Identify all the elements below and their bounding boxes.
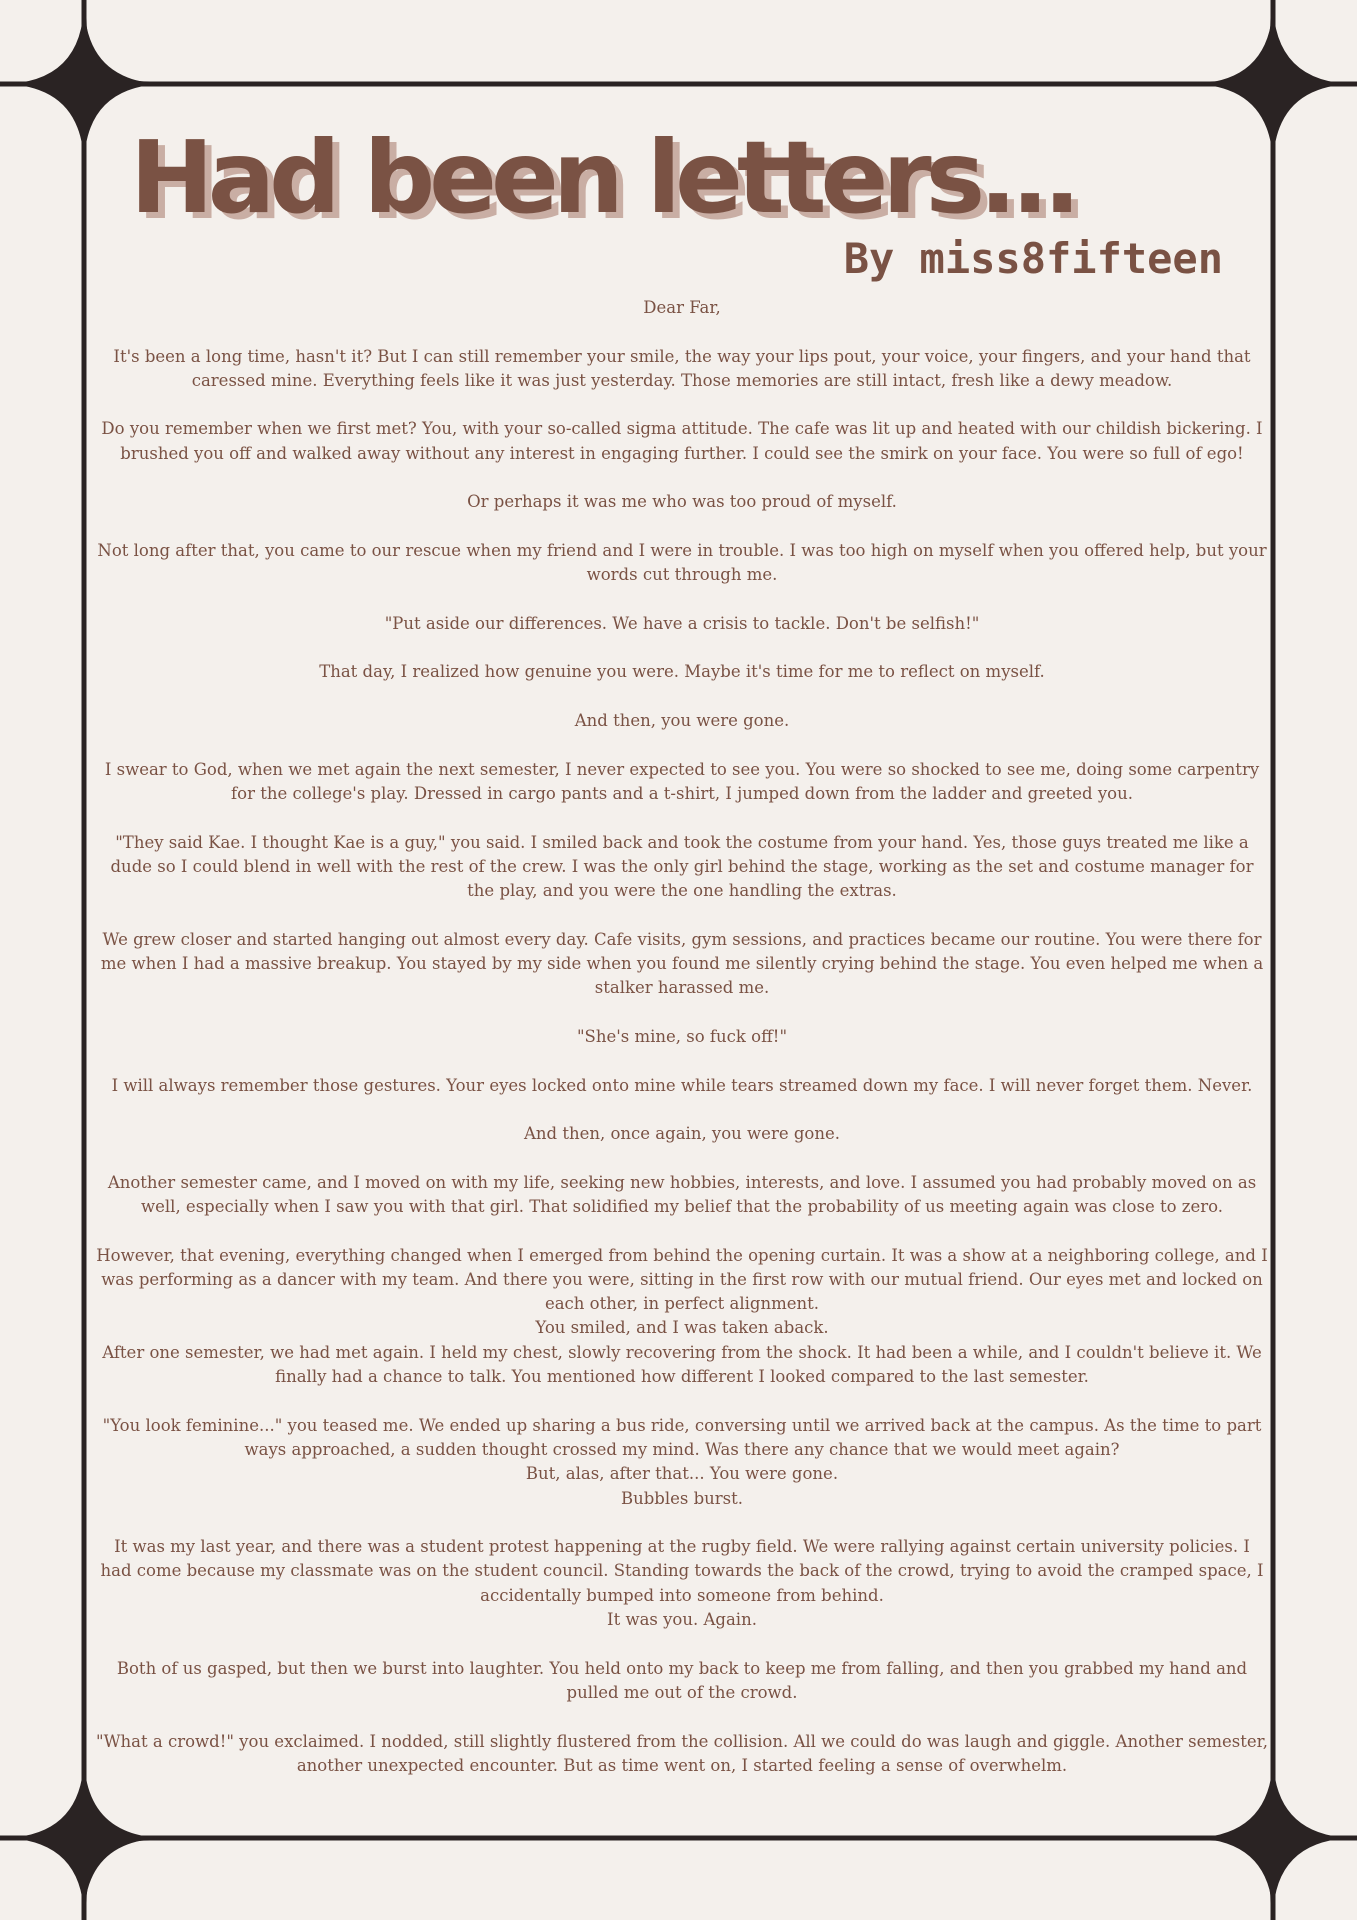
paragraph-group (96, 1414, 1268, 1511)
salutation: Dear Far, (643, 298, 721, 317)
paragraph: "What a crowd!" you exclaimed. I nodded, still slightly flustered from the collision. All we could do was laugh and giggle. Another semester, another unexpected encounter. But as time went on, I started feeling a sense of overwhelm. (96, 1731, 1268, 1775)
paragraph: I will always remember those gestures. Your eyes locked onto mine while tears streamed down my face. I will never forget them. Never. (111, 1075, 1253, 1095)
author-byline: By miss8fifteen (843, 234, 1223, 283)
paragraph: I swear to God, when we met again the next semester, I never expected to see you. You were so shocked to see me, doing some carpentry for the college's play. Dressed in cargo pants and a t-shirt, I jumped down from the ladder and greeted you. (104, 759, 1260, 803)
paragraph-line: You smiled, and I was taken aback. (535, 1318, 829, 1338)
paragraph-group (96, 1244, 1268, 1390)
paragraph-line: "You look feminine..." you teased me. We ended up sharing a bus ride, conversing until we arrived back at the campus. As the time to part ways approached, a sudden thought crossed my mind. Was there any chance that we would meet again? (102, 1415, 1262, 1459)
quote: "She's mine, so fuck off!" (576, 1026, 788, 1046)
paragraph: Or perhaps it was me who was too proud of myself. (467, 492, 897, 512)
paragraph: Not long after that, you came to our rescue when my friend and I were in trouble. I was too high on myself when you offered help, but your words cut through me. (97, 540, 1267, 585)
paragraph: And then, once again, you were gone. (524, 1124, 840, 1144)
paragraph-line: After one semester, we had met again. I held my chest, slowly recovering from the shock. It had been a while, and I couldn't believe it. We finally had a chance to talk. You mentioned how different I looked compared to the last semester. (102, 1342, 1262, 1387)
paragraph: We grew closer and started hanging out almost every day. Cafe visits, gym sessions, and practices became our routine. You were there for me when I had a massive breakup. You stayed by my side when you found me silently crying behind the stage. You even helped me when a stalker harassed me. (100, 929, 1264, 998)
paragraph: It's been a long time, hasn't it? But I can still remember your smile, the way your lips pout, your voice, your fingers, and your hand that caressed mine. Everything feels like it was just yesterday. Those memories are still intact, fresh like a dewy meadow. (113, 346, 1251, 390)
frame-top-arc (84, 0, 1273, 84)
paragraph-line: However, that evening, everything changed when I emerged from behind the opening curtain. It was a show at a neighboring college, and I was performing as a dancer with my team. And there you were, sitting in the first row with our mutual friend. Our eyes met and locked on each other, in perfect alignment. (96, 1245, 1268, 1314)
frame-bottom-arc (84, 1838, 1273, 1920)
paragraph: And then, you were gone. (574, 711, 790, 731)
paragraph-line: But, alas, after that... You were gone. (525, 1464, 839, 1484)
paragraph: That day, I realized how genuine you were. Maybe it's time for me to reflect on myself. (319, 662, 1045, 682)
paragraph-group (96, 1535, 1268, 1632)
paragraph-line: Bubbles burst. (620, 1488, 744, 1508)
paragraph: "They said Kae. I thought Kae is a guy," you said. I smiled back and took the costume from your hand. Yes, those guys treated me like a dude so I could blend in well with the rest of the crew. I was the only girl behind the stage, working as the set and costume manager for the play, and you were the one handling the extras. (110, 832, 1254, 901)
paragraph: Both of us gasped, but then we burst into laughter. You held onto my back to keep me from falling, and then you grabbed my hand and pulled me out of the crowd. (116, 1658, 1248, 1702)
paragraph-line: It was my last year, and there was a student protest happening at the rugby field. We were rallying against certain university policies. I had come because my classmate was on the student council. Standing towards the back of the crowd, trying to avoid the cramped space, I accidentally bumped into someone from behind. (100, 1537, 1264, 1605)
paragraph: Another semester came, and I moved on with my life, seeking new hobbies, interests, and love. I assumed you had probably moved on as well, especially when I saw you with that girl. That solidified my belief that the probability of us meeting again was close to zero. (107, 1172, 1257, 1216)
star-top-right (1189, 0, 1357, 168)
paragraph-line: It was you. Again. (607, 1610, 757, 1630)
letter-body (96, 296, 1268, 1802)
quote: "Put aside our differences. We have a crisis to tackle. Don't be selfish!" (384, 613, 980, 633)
paragraph: Do you remember when we first met? You, with your so-called sigma attitude. The cafe was lit up and heated with our childish bickering. I brushed you off and walked away without any interest in engaging further. I could see the smirk on your face. You were so full of ego! (101, 419, 1263, 463)
document-title: Had been letters... (130, 119, 1076, 236)
